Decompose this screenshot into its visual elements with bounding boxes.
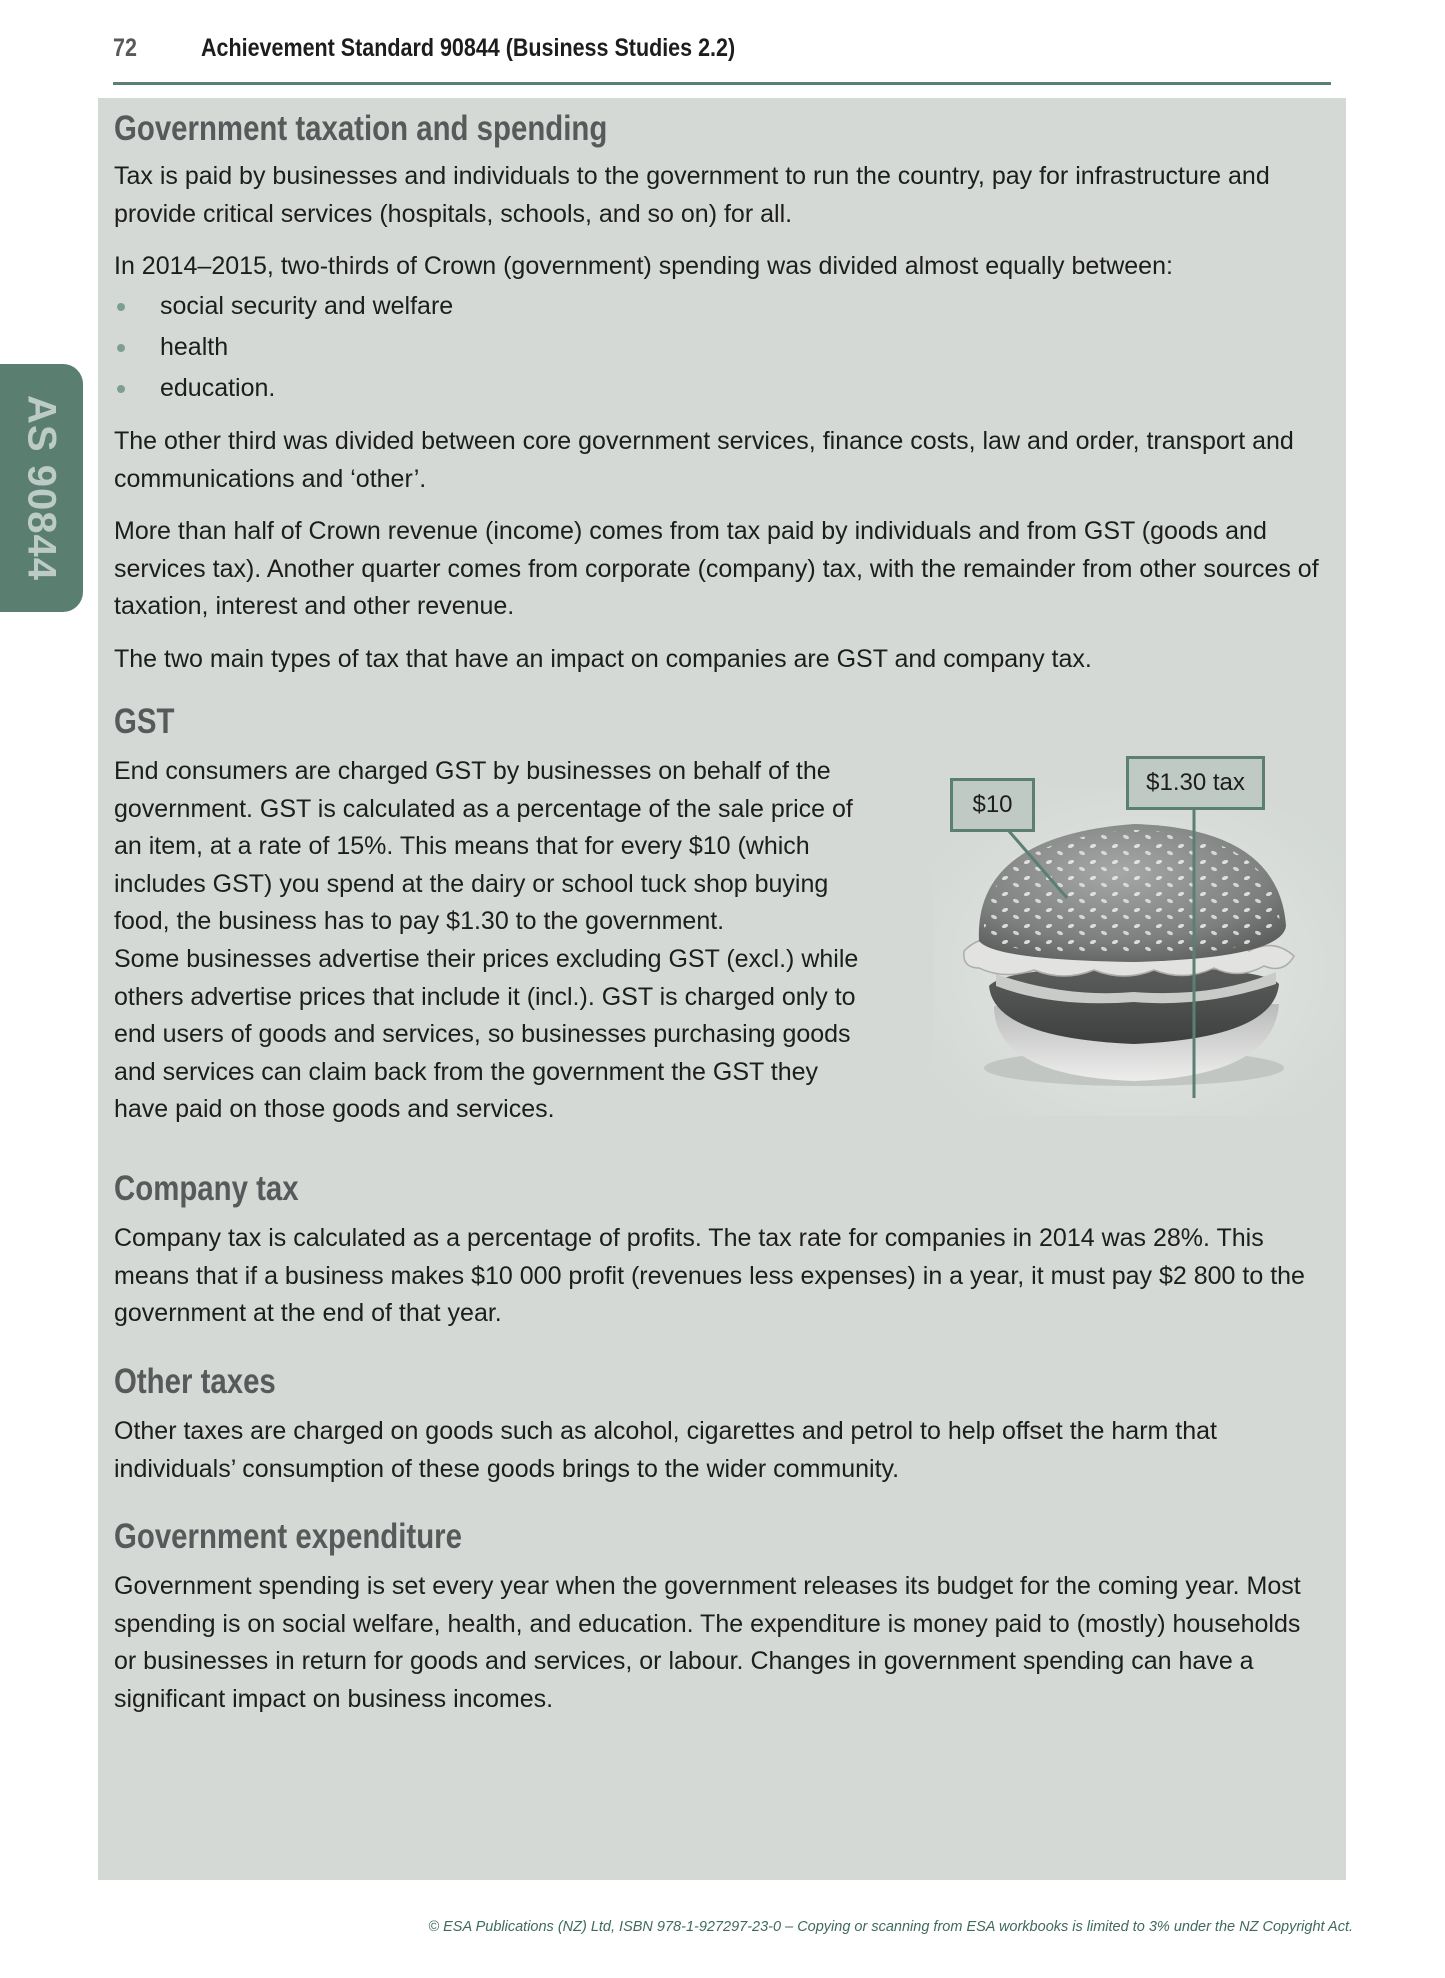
list-item-text: social security and welfare	[160, 292, 454, 320]
burger-figure	[934, 746, 1344, 1126]
copyright-footer: © ESA Publications (NZ) Ltd, ISBN 978-1-927297-23-0 – Copying or scanning from ESA workbooks is limited to 3% under the NZ Copyright Act.	[428, 1919, 1353, 1935]
section-heading-company-tax: Company tax	[114, 1169, 299, 1208]
tax-label: $1.30 tax	[1126, 756, 1265, 810]
content-panel	[98, 98, 1346, 1880]
gst-paragraph-2: Some businesses advertise their prices excluding GST (excl.) while others advertise prices that include it (incl.). GST is charged only to end users of goods and services, so businesses purchasing goods and services can claim back from the government the GST they have paid on those goods and services.	[114, 945, 859, 1123]
list-item	[114, 286, 914, 327]
gst-paragraph-1: End consumers are charged GST by businesses on behalf of the government. GST is calculated as a percentage of the sale price of an item, at a rate of 15%. This means that for every $10 (which includes GST) you spend at the dairy or school tuck shop buying food, the business has to pay $1.30 to the government.	[114, 757, 853, 935]
intro-paragraph-5: The two main types of tax that have an impact on companies are GST and company tax.	[114, 645, 1092, 673]
list-item	[114, 368, 914, 409]
section-heading-taxation-spending: Government taxation and spending	[114, 109, 608, 148]
side-tab-label: AS 90844	[19, 395, 64, 581]
list-item	[114, 327, 914, 368]
list-item-text: health	[160, 333, 229, 361]
spending-bullet-list	[114, 286, 914, 409]
expenditure-paragraph: Government spending is set every year when the government releases its budget for the coming year. Most spending is on social welfare, health, and education. The expenditure is money paid to (mostly) households or businesses in return for goods and services, or labour. Changes in government spending can have a significant impact on business incomes.	[114, 1572, 1301, 1713]
header-rule	[113, 82, 1331, 85]
page-number: 72	[113, 34, 137, 62]
intro-paragraph-1: Tax is paid by businesses and individuals to the government to run the country, pay for infrastructure and provide critical services (hospitals, schools, and so on) for all.	[114, 162, 1270, 228]
bullet-icon	[117, 344, 125, 352]
running-title: Achievement Standard 90844 (Business Studies 2.2)	[201, 34, 736, 62]
side-tab	[0, 364, 83, 612]
intro-paragraph-4: More than half of Crown revenue (income) comes from tax paid by individuals and from GST (goods and services tax). Another quarter comes from corporate (company) tax, with the remainder from other sources of taxation, interest and other revenue.	[114, 517, 1319, 620]
intro-paragraph-3: The other third was divided between core government services, finance costs, law and order, transport and communications and ‘other’.	[114, 427, 1294, 493]
company-tax-paragraph: Company tax is calculated as a percentage of profits. The tax rate for companies in 2014 was 28%. This means that if a business makes $10 000 profit (revenues less expenses) in a year, it must pay $2 800 to the government at the end of that year.	[114, 1224, 1305, 1327]
list-item-text: education.	[160, 374, 276, 402]
section-heading-other-taxes: Other taxes	[114, 1362, 276, 1401]
bullet-icon	[117, 385, 125, 393]
bullet-icon	[117, 303, 125, 311]
intro-paragraph-2: In 2014–2015, two-thirds of Crown (government) spending was divided almost equally between:	[114, 252, 1173, 280]
section-heading-gst: GST	[114, 702, 175, 741]
section-heading-government-expenditure: Government expenditure	[114, 1517, 462, 1556]
price-label: $10	[950, 778, 1035, 832]
page-header	[113, 34, 1331, 84]
other-taxes-paragraph: Other taxes are charged on goods such as alcohol, cigarettes and petrol to help offset the harm that individuals’ consumption of these goods brings to the wider community.	[114, 1417, 1217, 1483]
